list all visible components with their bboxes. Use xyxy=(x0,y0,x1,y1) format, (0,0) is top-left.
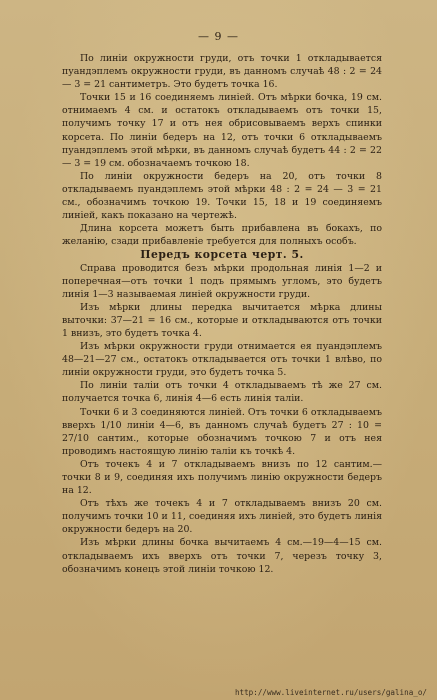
paragraph: Длина корсета можетъ быть прибавлена въ бокахъ, по желанію, сзади прибавленіе требуется для полныхъ особъ. xyxy=(62,223,382,248)
paragraph: Изъ мѣрки длины передка вычитается мѣрка длины выточки: 37—21 = 16 см., которые и откладываются отъ точки 1 внизъ, это будетъ точка 4. xyxy=(62,301,382,339)
paragraph: Точки 15 и 16 соединяемъ линіей. Отъ мѣрки бочка, 19 см. отнимаемъ 4 см. и остатокъ откладываемъ отъ точки 15, получимъ точку 17 и отъ нея обрисовываемъ верхъ спинки корсета. По линіи бедеръ на 12, отъ точки 6 откладываемъ пуандэплемъ этой мѣрки, въ данномъ случаѣ будетъ 44 : 2 = 22 — 3 = 19 см. обозначаемъ точкою 18. xyxy=(62,92,382,169)
section-heading: Передъ корсета черт. 5. xyxy=(140,248,304,262)
body-text xyxy=(62,52,382,576)
paragraph: Изъ мѣрки длины бочка вычитаемъ 4 см.—19—4—15 см. откладываемъ ихъ вверхъ отъ точки 7, черезъ точку 3, обозначимъ конецъ этой линіи точкою 12. xyxy=(62,537,382,575)
paragraph: Отъ точекъ 4 и 7 откладываемъ внизъ по 12 сантим.— точки 8 и 9, соединяя ихъ получимъ линію окружности бедеръ на 12. xyxy=(62,458,382,497)
paragraph: Изъ мѣрки окружности груди отнимается ея пуандэплемъ 48—21—27 см., остатокъ откладывается отъ точки 1 влѣво, по линіи окружности груди, это будетъ точка 5. xyxy=(62,341,382,379)
paragraph: По линіи таліи отъ точки 4 откладываемъ тѣ же 27 см. получается точка 6, линія 4—6 есть линія таліи. xyxy=(62,380,382,405)
paragraph: Отъ тѣхъ же точекъ 4 и 7 откладываемъ внизъ 20 см. получимъ точки 10 и 11, соединяя ихъ линіей, это будетъ линія окружности бедеръ на 20. xyxy=(62,498,382,536)
paragraph: Справа проводится безъ мѣрки продольная линія 1—2 и поперечная—отъ точки 1 подъ прямымъ угломъ, это будетъ линія 1—3 называемая линіей окружности груди. xyxy=(62,262,382,300)
source-url[interactable]: http://www.liveinternet.ru/users/galina_o/ xyxy=(234,688,427,697)
paragraph: Точки 6 и 3 соединяются линіей. Отъ точки 6 откладываемъ вверхъ 1/10 линіи 4—6, въ данномъ случаѣ будетъ 27 : 10 = 27/10 сантим., которые обозначимъ точкою 7 и отъ нея проводимъ настоящую линію таліи къ точкѣ 4. xyxy=(62,406,382,457)
paragraph: По линіи окружности груди, отъ точки 1 откладывается пуандэплемъ окружности груди, въ данномъ случаѣ 48 : 2 = 24 — 3 = 21 сантиметръ. Это будетъ точка 16. xyxy=(62,53,382,91)
page-number: — 9 — xyxy=(198,30,239,43)
paragraph: По линіи окружности бедеръ на 20, отъ точки 8 откладываемъ пуандэплемъ этой мѣрки 48 : 2 = 24 — 3 = 21 см., обозначимъ точкою 19. Точки 15, 18 и 19 соединяемъ линіей, какъ показано на чертежѣ. xyxy=(62,170,382,222)
